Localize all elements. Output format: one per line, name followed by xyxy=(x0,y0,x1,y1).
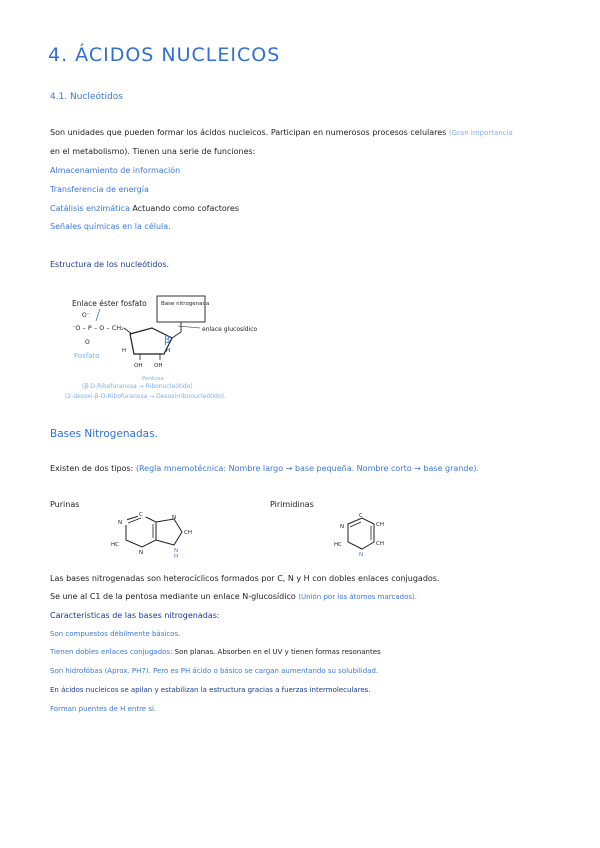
para-heterocycles: Las bases nitrogenadas son heterocíclicos formados por C, N y H con dobles enlaces conjugados. xyxy=(50,574,440,583)
function-item: Señales químicas en la célula. xyxy=(50,222,171,231)
purine-six-ring xyxy=(126,515,156,547)
para-glycosidic-text: Se une al C1 de la pentosa mediante un enlace N-glucosídico xyxy=(50,592,296,601)
pyrimidines-label: Pirimidinas xyxy=(270,500,314,509)
purine-structure xyxy=(108,510,208,560)
purine-five-ring xyxy=(156,519,182,545)
base-box xyxy=(157,296,205,322)
intro-line-2: en el metabolismo). Tienen una serie de funciones: xyxy=(50,147,256,156)
characteristic-detail: Son planas. Absorben en el UV y tienen formas resonantes xyxy=(174,648,381,656)
section-subtitle-nucleotides: 4.1. Nucleótidos xyxy=(50,92,123,102)
atom-CH: CH xyxy=(376,522,384,528)
characteristic-item: Son hidrofóbas (Aprox. PH7). Pero es PH ácido o básico se cargan aumentando su solubilidad. xyxy=(50,667,379,675)
deoxy-line: (2-desoxi-β-D-Ribofuranosa → Desoxirribonucleótido). xyxy=(65,393,226,400)
purines-label: Purinas xyxy=(50,500,80,509)
atom-HC: HC xyxy=(334,542,342,548)
function-item-row xyxy=(50,204,239,213)
characteristic-item-row xyxy=(50,648,381,656)
para-glycosidic xyxy=(50,592,417,601)
base-label: Base nitrogenada xyxy=(161,301,210,307)
atom-CH: CH xyxy=(184,530,192,536)
glyco-label: enlace glucosídico xyxy=(202,326,258,333)
atom-N: N xyxy=(172,515,177,521)
atom-N: N xyxy=(340,524,345,530)
c1-bond xyxy=(172,332,181,338)
page-title: 4. ÁCIDOS NUCLEICOS xyxy=(48,44,281,66)
para-glycosidic-note: (Unión por los átomos marcados). xyxy=(298,593,417,601)
atom-N: N xyxy=(118,520,123,526)
characteristic-item: Forman puentes de H entre sí. xyxy=(50,705,157,713)
oh-label: OH xyxy=(154,363,163,369)
h-label: H xyxy=(166,348,171,354)
pentose-label: Pentosa xyxy=(142,376,164,382)
intro-text-a: Son unidades que pueden formar los ácidos nucleicos. Participan en numerosos procesos celulares xyxy=(50,128,447,137)
atom-N-marked: N xyxy=(359,552,364,558)
phosphate-formula: ⁻O – P – O – CH₂ xyxy=(72,324,124,332)
structure-title: Estructura de los nucleótidos. xyxy=(50,260,170,269)
ester-label: Enlace éster fosfato xyxy=(72,299,147,308)
phosphate-label: Fosfato xyxy=(74,352,100,360)
atom-N: N xyxy=(139,550,144,556)
ribose-line: (β-D-Ribofuranosa → Ribonucleótido) xyxy=(82,383,193,390)
atom-H-marked: H xyxy=(174,554,179,560)
characteristic-item: Son compuestos débilmente básicos. xyxy=(50,630,181,638)
atom-HC: HC xyxy=(111,542,119,548)
o-bottom: O xyxy=(85,339,90,346)
intro-note: (Gran importancia xyxy=(448,129,513,137)
characteristic-item: Tienen dobles enlaces conjugados: xyxy=(50,648,173,656)
nucleotide-diagram xyxy=(60,290,280,406)
section-title-bases: Bases Nitrogenadas. xyxy=(50,428,158,440)
types-line xyxy=(50,464,479,473)
function-item: Transferencia de energía xyxy=(50,185,149,194)
atom-C: C xyxy=(359,513,363,519)
beta-label: β xyxy=(164,335,171,346)
catalysis-note: Actuando como cofactores xyxy=(132,204,239,213)
atom-N-marked: N xyxy=(174,548,179,554)
intro-line-1 xyxy=(50,128,513,137)
types-text: Existen de dos tipos: xyxy=(50,464,134,473)
types-rule: (Regla mnemotécnica: Nombre largo → base pequeña. Nombre corto → base grande). xyxy=(135,464,480,473)
oh-label: OH xyxy=(134,363,143,369)
characteristics-title: Características de las bases nitrogenadas: xyxy=(50,611,220,620)
characteristic-item: En ácidos nucleicos se apilan y estabilizan la estructura gracias a fuerzas intermoleculares. xyxy=(50,686,371,694)
atom-CH: CH xyxy=(376,541,384,547)
function-item: Almacenamiento de información xyxy=(50,166,181,175)
o-top: O⁻ xyxy=(82,312,90,319)
pyrimidine-structure xyxy=(330,512,400,560)
h-label: H xyxy=(122,348,127,354)
ester-pointer xyxy=(96,309,100,321)
function-item: Catálisis enzimática xyxy=(50,204,130,213)
atom-C: C xyxy=(139,512,143,518)
c5-bond xyxy=(124,328,132,334)
pyrimidine-ring xyxy=(348,518,374,549)
